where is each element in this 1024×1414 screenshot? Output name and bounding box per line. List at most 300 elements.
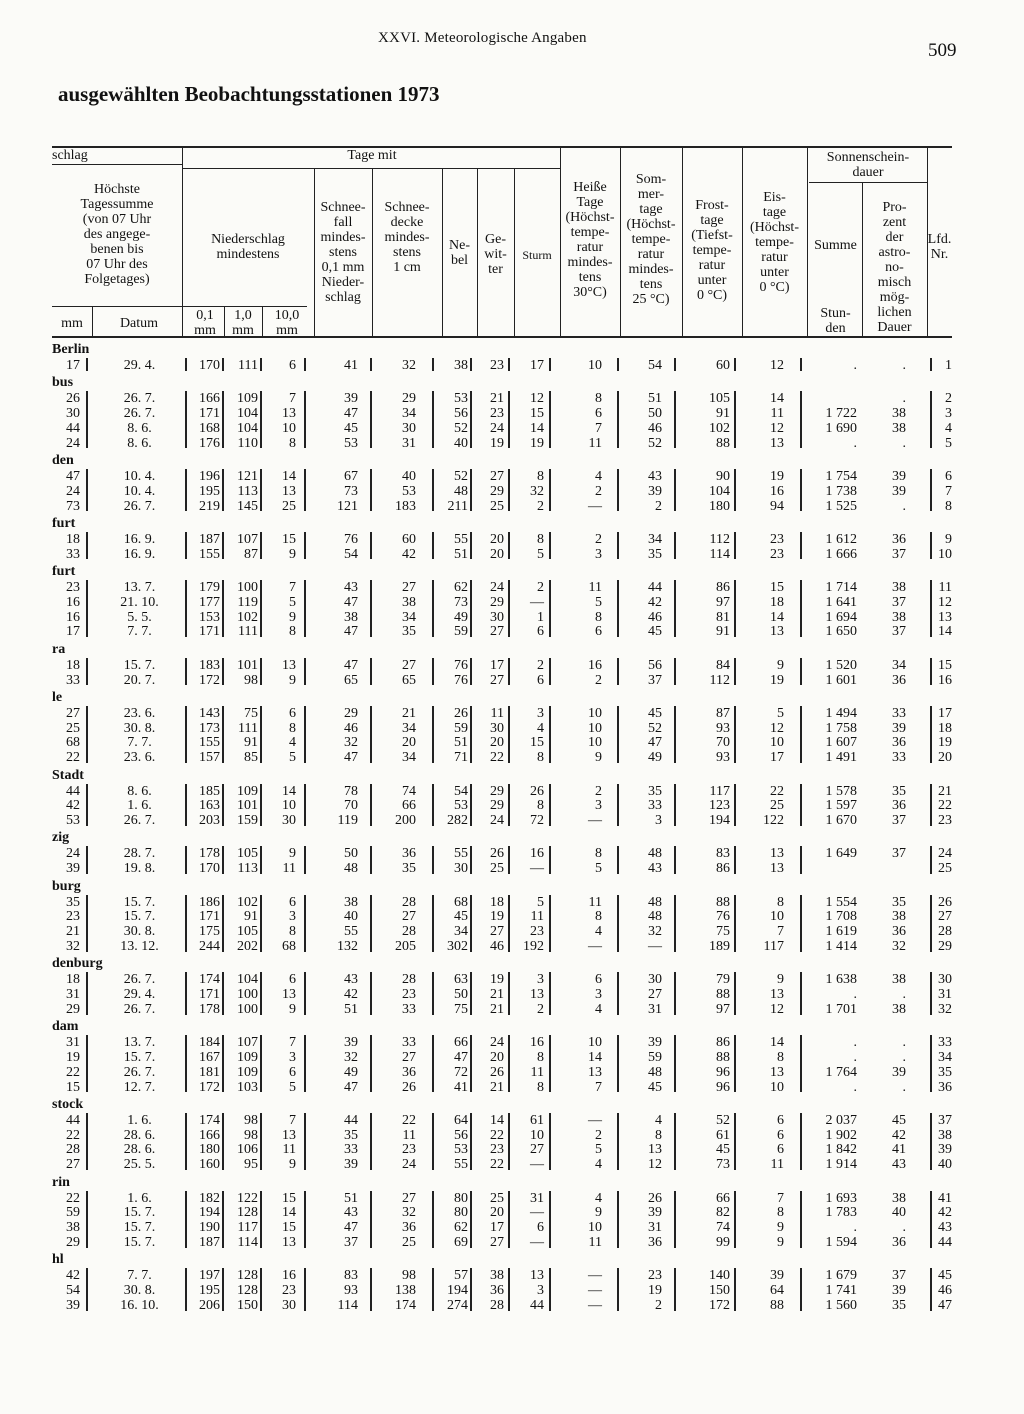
cell-n01: 168 <box>199 420 220 436</box>
cell-n100: 14 <box>282 783 296 799</box>
cell-lfd-nr: 39 <box>938 1142 952 1158</box>
cell-n100: 13 <box>282 406 296 422</box>
row-separator <box>185 391 187 448</box>
cell-max-datum: 21. 10. <box>120 594 159 610</box>
cell-nebel: 80 <box>454 1205 468 1221</box>
row-separator <box>370 1035 372 1092</box>
cell-sturm: 44 <box>530 1297 544 1313</box>
cell-eistage: 11 <box>770 406 784 422</box>
row-separator <box>549 1191 551 1248</box>
row-separator <box>86 846 88 874</box>
cell-lfd-nr: 15 <box>938 657 952 673</box>
cell-sonnen-summe: 2 037 <box>825 1112 857 1128</box>
cell-sommertage: 52 <box>648 435 662 451</box>
cell-lfd-nr: 47 <box>938 1297 952 1313</box>
row-separator <box>432 532 434 560</box>
cell-nebel: 71 <box>454 750 468 766</box>
cell-sturm: 12 <box>530 391 544 407</box>
cell-max-mm: 68 <box>66 735 80 751</box>
cell-sommertage: 4 <box>655 1112 662 1128</box>
cell-nebel: 68 <box>454 894 468 910</box>
cell-heisse-tage: 4 <box>595 924 602 940</box>
cell-heisse-tage: 4 <box>595 469 602 484</box>
cell-sturm: 6 <box>537 672 544 688</box>
cell-schneefall: 46 <box>344 720 358 736</box>
cell-n01: 166 <box>199 1127 220 1143</box>
row-separator <box>470 1113 472 1170</box>
cell-max-datum: 26. 7. <box>123 1064 156 1080</box>
row-separator <box>432 580 434 637</box>
cell-n10: 113 <box>237 483 258 499</box>
row-separator <box>549 469 551 511</box>
cell-n100: 6 <box>289 358 296 373</box>
cell-schneedecke: 66 <box>402 798 416 814</box>
cell-sonnen-summe: 1 738 <box>825 483 857 499</box>
cell-n100: 68 <box>282 938 296 954</box>
cell-heisse-tage: 5 <box>595 1142 602 1158</box>
cell-schneefall: 32 <box>344 735 358 751</box>
cell-heisse-tage: 3 <box>595 546 602 562</box>
section-header: ra <box>52 641 66 657</box>
cell-sonnen-prozent: 39 <box>892 1283 906 1298</box>
cell-sonnen-summe: 1 754 <box>825 469 857 484</box>
row-separator <box>508 658 510 686</box>
cell-max-mm: 59 <box>66 1205 80 1221</box>
row-separator <box>734 706 736 763</box>
cell-n10: 110 <box>237 435 258 451</box>
row-separator <box>617 1268 619 1310</box>
cell-schneefall: 47 <box>344 594 358 610</box>
cell-n10: 202 <box>237 938 258 954</box>
row-separator <box>370 1113 372 1170</box>
cell-sonnen-summe: 1 525 <box>825 498 857 514</box>
row-separator <box>185 895 187 952</box>
cell-n100: 8 <box>289 720 296 736</box>
cell-lfd-nr: 46 <box>938 1283 952 1298</box>
cell-heisse-tage: 2 <box>595 531 602 547</box>
cell-frosttage: 112 <box>709 531 730 547</box>
row-separator <box>185 972 187 1014</box>
row-separator <box>304 846 306 874</box>
cell-nebel: 64 <box>454 1112 468 1128</box>
cell-max-datum: 15. 7. <box>123 657 156 673</box>
row-separator <box>508 784 510 826</box>
cell-eistage: 17 <box>770 750 784 766</box>
cell-schneedecke: 11 <box>402 1127 416 1143</box>
row-separator <box>508 358 510 371</box>
row-separator <box>304 1113 306 1170</box>
row-separator <box>549 658 551 686</box>
cell-sonnen-prozent: 43 <box>892 1157 906 1173</box>
cell-sonnen-prozent: 36 <box>892 735 906 751</box>
cell-n01: 170 <box>199 861 220 877</box>
cell-gewitter: 46 <box>490 938 504 954</box>
cell-max-datum: 7. 7. <box>127 735 152 751</box>
row-separator <box>432 972 434 1014</box>
section-header: bus <box>52 375 74 391</box>
cell-sturm: 8 <box>537 469 544 484</box>
cell-max-datum: 15. 7. <box>123 1220 156 1236</box>
cell-max-datum: 16. 9. <box>123 546 156 562</box>
cell-sturm: 17 <box>530 358 544 373</box>
cell-nebel: 76 <box>454 672 468 688</box>
cell-eistage: 19 <box>770 469 784 484</box>
cell-schneefall: 50 <box>344 846 358 862</box>
cell-nebel: 52 <box>454 469 468 484</box>
cell-max-datum: 26. 7. <box>123 813 156 829</box>
row-separator <box>800 784 802 826</box>
row-separator <box>222 1035 224 1092</box>
row-separator <box>370 532 372 560</box>
cell-max-datum: 8. 6. <box>127 420 152 436</box>
cell-sonnen-summe: 1 560 <box>825 1297 857 1313</box>
row-separator <box>549 1035 551 1092</box>
cell-sommertage: 39 <box>648 483 662 499</box>
cell-frosttage: 74 <box>716 1220 730 1236</box>
row-separator <box>304 1035 306 1092</box>
cell-n10: 109 <box>237 1064 258 1080</box>
row-separator <box>549 1113 551 1170</box>
cell-lfd-nr: 5 <box>945 435 952 451</box>
cell-max-mm: 17 <box>66 358 80 373</box>
cell-n10: 122 <box>237 1190 258 1206</box>
cell-sonnen-prozent: 38 <box>892 972 906 988</box>
cell-max-datum: 30. 8. <box>123 720 156 736</box>
cell-sturm: 61 <box>530 1112 544 1128</box>
row-separator <box>549 784 551 826</box>
cell-max-mm: 24 <box>66 846 80 862</box>
cell-max-datum: 16. 9. <box>123 531 156 547</box>
cell-max-datum: 10. 4. <box>123 469 156 484</box>
cell-sommertage: 45 <box>648 1079 662 1095</box>
row-separator <box>222 706 224 763</box>
cell-n10: 100 <box>237 987 258 1002</box>
cell-n01: 172 <box>199 672 220 688</box>
cell-gewitter: 20 <box>490 531 504 547</box>
cell-sonnen-summe: 1 491 <box>825 750 857 766</box>
cell-frosttage: 96 <box>716 1064 730 1080</box>
row-separator <box>304 895 306 952</box>
cell-sonnen-summe: 1 679 <box>825 1268 857 1284</box>
cell-max-mm: 23 <box>66 580 80 595</box>
cell-n01: 174 <box>199 972 220 988</box>
row-separator <box>304 532 306 560</box>
cell-schneefall: 54 <box>344 546 358 562</box>
cell-frosttage: 97 <box>716 594 730 610</box>
cell-sonnen-prozent: . <box>902 391 906 407</box>
cell-sonnen-summe: 1 670 <box>825 813 857 829</box>
cell-frosttage: 96 <box>716 1079 730 1095</box>
cell-n01: 181 <box>199 1064 220 1080</box>
cell-gewitter: 18 <box>490 894 504 910</box>
cell-heisse-tage: 8 <box>595 909 602 925</box>
cell-sonnen-prozent: 42 <box>892 1127 906 1143</box>
cell-sonnen-summe: 1 690 <box>825 420 857 436</box>
cell-max-mm: 39 <box>66 1297 80 1313</box>
cell-gewitter: 23 <box>490 1142 504 1158</box>
cell-n10: 87 <box>244 546 258 562</box>
cell-sonnen-prozent: 37 <box>892 594 906 610</box>
cell-sonnen-summe: 1 914 <box>825 1157 857 1173</box>
cell-sonnen-summe: 1 619 <box>825 924 857 940</box>
row-separator <box>470 469 472 511</box>
cell-heisse-tage: 3 <box>595 987 602 1002</box>
cell-sonnen-summe: 1 578 <box>825 783 857 799</box>
header-lfd-nr: Lfd. Nr. <box>927 232 952 262</box>
cell-schneefall: 41 <box>344 358 358 373</box>
cell-n01: 195 <box>199 1283 220 1298</box>
cell-max-mm: 24 <box>66 483 80 499</box>
row-separator <box>930 1113 932 1170</box>
cell-frosttage: 87 <box>716 705 730 721</box>
row-separator <box>470 580 472 637</box>
cell-nebel: 55 <box>454 846 468 862</box>
cell-n100: 13 <box>282 1234 296 1250</box>
tage-mit-underline <box>182 168 560 169</box>
row-separator <box>304 972 306 1014</box>
row-separator <box>222 469 224 511</box>
cell-n100: 25 <box>282 498 296 514</box>
cell-sonnen-summe: 1 693 <box>825 1190 857 1206</box>
cell-schneefall: 47 <box>344 657 358 673</box>
cell-frosttage: 97 <box>716 1001 730 1017</box>
cell-sommertage: 48 <box>648 909 662 925</box>
cell-sturm: 13 <box>530 1268 544 1284</box>
cell-eistage: 10 <box>770 735 784 751</box>
cell-gewitter: 27 <box>490 924 504 940</box>
cell-sturm: 5 <box>537 894 544 910</box>
row-separator <box>549 391 551 448</box>
cell-sonnen-summe: 1 842 <box>825 1142 857 1158</box>
cell-frosttage: 75 <box>716 924 730 940</box>
cell-eistage: 64 <box>770 1283 784 1298</box>
section-header: rin <box>52 1174 70 1190</box>
cell-gewitter: 24 <box>490 813 504 829</box>
cell-frosttage: 82 <box>716 1205 730 1221</box>
section-header: hl <box>52 1252 64 1268</box>
cell-n10: 102 <box>237 609 258 625</box>
cell-n01: 171 <box>199 406 220 422</box>
cell-max-mm: 23 <box>66 909 80 925</box>
section-header: den <box>52 453 74 468</box>
cell-heisse-tage: 11 <box>588 435 602 451</box>
row-separator <box>800 1113 802 1170</box>
cell-heisse-tage: — <box>588 1112 602 1128</box>
station-table <box>52 140 952 1340</box>
header-mm: mm <box>61 316 83 331</box>
cell-sommertage: 35 <box>648 783 662 799</box>
cell-eistage: 8 <box>777 894 784 910</box>
cell-sturm: 6 <box>537 1220 544 1236</box>
cell-max-datum: 15. 7. <box>123 1234 156 1250</box>
row-separator <box>930 469 932 511</box>
cell-max-mm: 38 <box>66 1220 80 1236</box>
cell-frosttage: 70 <box>716 735 730 751</box>
row-separator <box>734 1191 736 1248</box>
cell-lfd-nr: 3 <box>945 406 952 422</box>
row-separator <box>370 658 372 686</box>
cell-schneefall: 70 <box>344 798 358 814</box>
cell-schneedecke: 34 <box>402 720 416 736</box>
row-separator <box>930 784 932 826</box>
cell-frosttage: 117 <box>709 783 730 799</box>
cell-sonnen-prozent: . <box>902 1035 906 1051</box>
row-separator <box>930 391 932 448</box>
cell-heisse-tage: 8 <box>595 846 602 862</box>
cell-heisse-tage: 2 <box>595 483 602 499</box>
cell-gewitter: 20 <box>490 1205 504 1221</box>
cell-n01: 166 <box>199 391 220 407</box>
header-prozent: Pro- zent der astro- no- misch mög- lichen Dauer <box>877 200 912 335</box>
cell-nebel: 63 <box>454 972 468 988</box>
cell-n10: 109 <box>237 1049 258 1065</box>
cell-max-datum: 23. 6. <box>123 750 156 766</box>
cell-schneefall: 76 <box>344 531 358 547</box>
cell-schneedecke: 31 <box>402 435 416 451</box>
row-separator <box>734 391 736 448</box>
cell-lfd-nr: 30 <box>938 972 952 988</box>
cell-n10: 104 <box>237 406 258 422</box>
row-separator <box>549 1268 551 1310</box>
page-number: 509 <box>928 40 957 61</box>
cell-n100: 9 <box>289 1001 296 1017</box>
section-header: furt <box>52 564 76 579</box>
row-separator <box>260 895 262 952</box>
cell-max-mm: 18 <box>66 657 80 673</box>
cell-n01: 178 <box>199 1001 220 1017</box>
cell-schneedecke: 22 <box>402 1112 416 1128</box>
cell-n10: 101 <box>237 798 258 814</box>
cell-sturm: 16 <box>530 1035 544 1051</box>
cell-sommertage: 39 <box>648 1035 662 1051</box>
cell-sommertage: 2 <box>655 498 662 514</box>
cell-sonnen-summe: 1 714 <box>825 580 857 595</box>
row-separator <box>617 706 619 763</box>
row-separator <box>222 1113 224 1170</box>
section-header: le <box>52 689 63 705</box>
cell-eistage: 11 <box>770 1157 784 1173</box>
cell-n10: 104 <box>237 420 258 436</box>
cell-schneedecke: 200 <box>395 813 416 829</box>
cell-max-datum: 26. 7. <box>123 1001 156 1017</box>
cell-eistage: 9 <box>777 1220 784 1236</box>
cell-schneefall: 43 <box>344 972 358 988</box>
cell-lfd-nr: 43 <box>938 1220 952 1236</box>
row-separator <box>930 358 932 371</box>
row-separator <box>674 846 676 874</box>
cell-gewitter: 14 <box>490 1112 504 1128</box>
cell-n100: 9 <box>289 609 296 625</box>
cell-sonnen-summe: 1 758 <box>825 720 857 736</box>
row-separator <box>260 532 262 560</box>
row-separator <box>185 1035 187 1092</box>
cell-lfd-nr: 7 <box>945 483 952 499</box>
row-separator <box>674 532 676 560</box>
cell-n10: 106 <box>237 1142 258 1158</box>
row-separator <box>549 895 551 952</box>
cell-nebel: 38 <box>454 358 468 373</box>
row-separator <box>549 972 551 1014</box>
cell-frosttage: 81 <box>716 609 730 625</box>
cell-sturm: 4 <box>537 720 544 736</box>
row-separator <box>734 1268 736 1310</box>
cell-n100: 6 <box>289 972 296 988</box>
cell-n01: 157 <box>199 750 220 766</box>
running-head: XXVI. Meteorologische Angaben <box>378 30 587 46</box>
cell-eistage: 12 <box>770 720 784 736</box>
cell-lfd-nr: 10 <box>938 546 952 562</box>
row-separator <box>260 706 262 763</box>
row-separator <box>370 1191 372 1248</box>
column-rule <box>92 306 93 336</box>
cell-nebel: 69 <box>454 1234 468 1250</box>
row-separator <box>930 532 932 560</box>
row-separator <box>674 895 676 952</box>
row-separator <box>432 358 434 371</box>
cell-nebel: 56 <box>454 1127 468 1143</box>
row-separator <box>222 972 224 1014</box>
cell-lfd-nr: 35 <box>938 1064 952 1080</box>
header-heisse-tage: Heiße Tage (Höchst- tempe- ratur mindes- tens 30°C) <box>565 180 615 300</box>
cell-schneedecke: 27 <box>402 657 416 673</box>
cell-eistage: 14 <box>770 1035 784 1051</box>
row-separator <box>674 1113 676 1170</box>
row-separator <box>800 972 802 1014</box>
cell-n01: 197 <box>199 1268 220 1284</box>
row-separator <box>617 532 619 560</box>
cell-n01: 167 <box>199 1049 220 1065</box>
row-separator <box>470 972 472 1014</box>
row-separator <box>260 1113 262 1170</box>
cell-sturm: 14 <box>530 420 544 436</box>
cell-gewitter: 27 <box>490 469 504 484</box>
row-separator <box>617 358 619 371</box>
cell-max-datum: 12. 7. <box>123 1079 156 1095</box>
cell-lfd-nr: 45 <box>938 1268 952 1284</box>
cell-max-datum: 10. 4. <box>123 483 156 499</box>
cell-n01: 184 <box>199 1035 220 1051</box>
row-separator <box>185 706 187 763</box>
cell-lfd-nr: 31 <box>938 987 952 1002</box>
cell-schneefall: 45 <box>344 420 358 436</box>
cell-n10: 101 <box>237 657 258 673</box>
cell-frosttage: 91 <box>716 624 730 640</box>
row-separator <box>734 784 736 826</box>
cell-schneedecke: 27 <box>402 580 416 595</box>
cell-sturm: 3 <box>537 705 544 721</box>
cell-n100: 4 <box>289 735 296 751</box>
cell-lfd-nr: 11 <box>938 580 952 595</box>
cell-sturm: — <box>530 594 544 610</box>
row-separator <box>508 580 510 637</box>
cell-eistage: 122 <box>763 813 784 829</box>
cell-sonnen-summe: 1 708 <box>825 909 857 925</box>
cell-sommertage: 32 <box>648 924 662 940</box>
row-separator <box>432 784 434 826</box>
cell-sommertage: 51 <box>648 391 662 407</box>
cell-n100: 13 <box>282 1127 296 1143</box>
cell-sommertage: — <box>648 938 662 954</box>
cell-max-mm: 16 <box>66 594 80 610</box>
cell-schneefall: 47 <box>344 406 358 422</box>
cell-nebel: 54 <box>454 783 468 799</box>
cell-lfd-nr: 22 <box>938 798 952 814</box>
cell-max-datum: 13. 7. <box>123 580 156 595</box>
cell-max-datum: 28. 6. <box>123 1142 156 1158</box>
cell-n100: 13 <box>282 657 296 673</box>
cell-n100: 5 <box>289 594 296 610</box>
section-header: furt <box>52 515 76 531</box>
